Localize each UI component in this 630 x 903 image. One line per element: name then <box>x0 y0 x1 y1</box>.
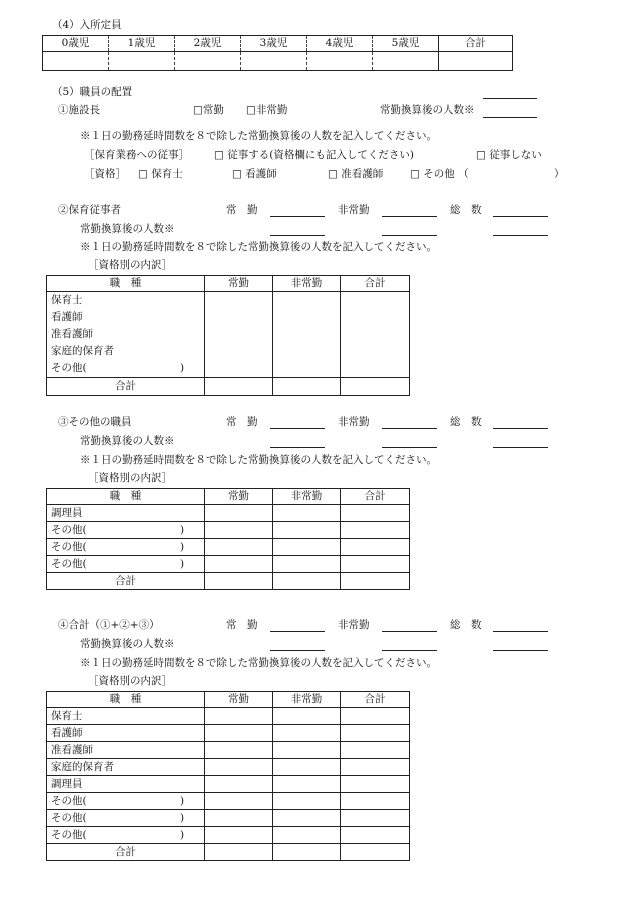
s4-cell[interactable] <box>341 810 410 827</box>
s3-total-cell[interactable] <box>273 573 341 590</box>
s3-col-full: 常勤 <box>205 489 273 505</box>
s4-other-close: ) <box>180 828 185 841</box>
s4-cell[interactable] <box>273 725 341 742</box>
s2-full-cell[interactable] <box>205 292 273 378</box>
other-staff-title: ③その他の職員 <box>58 416 132 428</box>
s4-conv-label: 常勤換算後の人数※ <box>80 638 175 650</box>
s2-note: ※１日の勤務延時間数を８で除した常勤換算後の人数を記入してください。 <box>80 241 437 253</box>
s3-total-cell[interactable] <box>205 573 273 590</box>
s3-total-row-label: 合計 <box>47 573 205 590</box>
s4-cell[interactable] <box>205 759 273 776</box>
s3-cell[interactable] <box>205 522 273 539</box>
cap-input-total[interactable] <box>439 52 513 71</box>
s4-cell[interactable] <box>341 827 410 844</box>
cap-header-5: 5歳児 <box>373 36 439 52</box>
s2-conv-part-field[interactable] <box>382 235 437 236</box>
s4-cell[interactable] <box>273 708 341 725</box>
s4-row-label: 保育士 <box>47 708 205 725</box>
facility-head-fulltime-checkbox[interactable]: □常勤 <box>193 104 224 116</box>
s2-part-field[interactable] <box>382 216 437 217</box>
s4-row-other[interactable] <box>47 793 205 810</box>
s2-total-part[interactable] <box>273 378 341 396</box>
s2-row-label: 准看護師 <box>47 326 205 343</box>
s4-part-field[interactable] <box>382 631 437 632</box>
s4-cell[interactable] <box>205 827 273 844</box>
cap-input-5[interactable] <box>373 52 439 71</box>
s4-cell[interactable] <box>273 810 341 827</box>
qual-nurse-checkbox[interactable]: □ 看護師 <box>232 168 277 180</box>
s3-col-part: 非常勤 <box>273 489 341 505</box>
qual-nursery-teacher-checkbox[interactable]: □ 保育士 <box>138 168 183 180</box>
facility-head-conv-field[interactable] <box>483 117 537 118</box>
facility-head-conv-label: 常勤換算後の人数※ <box>380 104 475 116</box>
s2-part-cell[interactable] <box>273 292 341 378</box>
s3-conv-total-field[interactable] <box>493 447 548 448</box>
s2-col-part: 非常勤 <box>273 276 341 292</box>
s4-cell[interactable] <box>341 776 410 793</box>
s2-conv-total-field[interactable] <box>493 235 548 236</box>
s2-col-type: 職 種 <box>47 276 205 292</box>
s4-row-other[interactable] <box>47 810 205 827</box>
s3-other-label: その他( <box>51 540 87 553</box>
s2-part-label: 非常勤 <box>338 204 370 216</box>
capacity-table <box>42 35 513 71</box>
qualification-label: ［資格］ <box>84 168 126 180</box>
s4-note: ※１日の勤務延時間数を８で除した常勤換算後の人数を記入してください。 <box>80 657 437 669</box>
s4-row-label: 看護師 <box>47 725 205 742</box>
s4-conv-total-field[interactable] <box>493 650 548 651</box>
cap-header-0: 0歳児 <box>43 36 109 52</box>
s2-breakdown-table <box>46 275 410 396</box>
s4-cell[interactable] <box>341 725 410 742</box>
s3-other-label: その他( <box>51 557 87 570</box>
cap-input-4[interactable] <box>307 52 373 71</box>
s2-row-label: 家庭的保育者 <box>47 343 205 360</box>
s3-row-other[interactable] <box>47 556 205 573</box>
facility-head-note: ※１日の勤務延時間数を８で除した常勤換算後の人数を記入してください。 <box>80 130 437 142</box>
s4-cell[interactable] <box>273 793 341 810</box>
s2-total-sum[interactable] <box>341 378 410 396</box>
section-capacity-title: （4）入所定員 <box>52 19 122 31</box>
s3-cell[interactable] <box>205 539 273 556</box>
cap-header-2: 2歳児 <box>175 36 241 52</box>
s2-sum-cell[interactable] <box>341 292 410 378</box>
cap-header-total: 合計 <box>439 36 513 52</box>
s4-cell[interactable] <box>205 810 273 827</box>
s3-full-label: 常 勤 <box>226 416 258 428</box>
s3-cell[interactable] <box>273 539 341 556</box>
duty-no-checkbox[interactable]: □ 従事しない <box>476 149 542 161</box>
s4-part-label: 非常勤 <box>338 619 370 631</box>
s4-breakdown-table <box>46 691 410 861</box>
cap-header-1: 1歳児 <box>109 36 175 52</box>
s4-cell[interactable] <box>341 742 410 759</box>
s4-cell[interactable] <box>273 827 341 844</box>
s3-cell[interactable] <box>273 505 341 522</box>
s3-note: ※１日の勤務延時間数を８で除した常勤換算後の人数を記入してください。 <box>80 454 437 466</box>
s3-row-other[interactable] <box>47 539 205 556</box>
s4-col-part: 非常勤 <box>273 692 341 708</box>
s3-part-field[interactable] <box>382 428 437 429</box>
s2-total-field[interactable] <box>493 216 548 217</box>
s4-cell[interactable] <box>273 759 341 776</box>
s3-total-label: 総 数 <box>450 416 482 428</box>
s4-total-label: 総 数 <box>450 619 482 631</box>
facility-head-label: ①施設長 <box>58 104 100 116</box>
s4-cell[interactable] <box>205 742 273 759</box>
s4-total-cell[interactable] <box>205 844 273 861</box>
s4-row-label: 家庭的保育者 <box>47 759 205 776</box>
s3-full-field[interactable] <box>270 428 325 429</box>
s3-other-label: その他( <box>51 523 87 536</box>
s4-total-cell[interactable] <box>341 844 410 861</box>
s3-other-close: ) <box>180 540 185 553</box>
s3-cell[interactable] <box>273 556 341 573</box>
cap-input-3[interactable] <box>241 52 307 71</box>
s3-conv-label: 常勤換算後の人数※ <box>80 435 175 447</box>
s3-total-cell[interactable] <box>341 573 410 590</box>
s3-cell[interactable] <box>341 505 410 522</box>
s2-row-label: 保育士 <box>47 292 205 310</box>
s4-breakdown-label: ［資格別の内訳］ <box>88 675 172 687</box>
s2-other-label: その他( <box>51 362 87 374</box>
s3-col-sum: 合計 <box>341 489 410 505</box>
s3-part-label: 非常勤 <box>338 416 370 428</box>
grand-total-title: ④合計（①+②+③） <box>58 619 160 631</box>
s4-cell[interactable] <box>341 708 410 725</box>
s4-other-label: その他( <box>51 794 87 807</box>
s4-other-label: その他( <box>51 811 87 824</box>
s3-cell[interactable] <box>205 556 273 573</box>
s3-cell[interactable] <box>273 522 341 539</box>
s3-col-type: 職 種 <box>47 489 205 505</box>
s4-cell[interactable] <box>205 776 273 793</box>
s2-full-field[interactable] <box>270 216 325 217</box>
duty-label: ［保育業務への従事］ <box>84 149 189 161</box>
cap-input-0[interactable] <box>43 52 109 71</box>
cap-input-2[interactable] <box>175 52 241 71</box>
cap-header-3: 3歳児 <box>241 36 307 52</box>
s4-conv-part-field[interactable] <box>382 650 437 651</box>
s2-total-full[interactable] <box>205 378 273 396</box>
s4-total-field[interactable] <box>493 631 548 632</box>
s4-cell[interactable] <box>205 708 273 725</box>
s3-breakdown-table <box>46 488 410 590</box>
s4-cell[interactable] <box>341 759 410 776</box>
s4-full-field[interactable] <box>270 631 325 632</box>
s2-full-label: 常 勤 <box>226 204 258 216</box>
childcare-staff-title: ②保育従事者 <box>58 204 121 216</box>
s4-row-other[interactable] <box>47 827 205 844</box>
s2-total-row-label: 合計 <box>47 378 205 396</box>
s4-cell[interactable] <box>273 776 341 793</box>
s4-total-cell[interactable] <box>273 844 341 861</box>
s4-other-close: ) <box>180 811 185 824</box>
s2-row-other[interactable] <box>47 360 205 378</box>
qual-other-checkbox[interactable]: □ その他 （ <box>410 168 469 180</box>
s4-conv-full-field[interactable] <box>270 650 325 651</box>
s2-row-label: 看護師 <box>47 309 205 326</box>
s4-cell[interactable] <box>341 793 410 810</box>
s2-conv-label: 常勤換算後の人数※ <box>80 223 175 235</box>
s4-full-label: 常 勤 <box>226 619 258 631</box>
s4-other-close: ) <box>180 794 185 807</box>
s2-col-sum: 合計 <box>341 276 410 292</box>
s4-cell[interactable] <box>205 793 273 810</box>
s3-total-field[interactable] <box>493 428 548 429</box>
qual-other-close: ） <box>554 168 565 180</box>
cap-header-4: 4歳児 <box>307 36 373 52</box>
s4-col-sum: 合計 <box>341 692 410 708</box>
s3-other-close: ) <box>180 557 185 570</box>
top-blank-line[interactable] <box>483 98 537 99</box>
s4-col-type: 職 種 <box>47 692 205 708</box>
s2-other-close: ) <box>180 362 185 374</box>
s2-total-label: 総 数 <box>450 204 482 216</box>
s3-cell[interactable] <box>341 539 410 556</box>
duty-yes-checkbox[interactable]: □ 従事する(資格欄にも記入してください) <box>214 149 414 161</box>
s3-cell[interactable] <box>341 556 410 573</box>
cap-input-1[interactable] <box>109 52 175 71</box>
qual-assistant-nurse-checkbox[interactable]: □ 准看護師 <box>328 168 384 180</box>
s3-row-other[interactable] <box>47 522 205 539</box>
s4-row-label: 調理員 <box>47 776 205 793</box>
s4-total-row-label: 合計 <box>47 844 205 861</box>
s4-cell[interactable] <box>273 742 341 759</box>
s3-cell[interactable] <box>205 505 273 522</box>
s2-conv-full-field[interactable] <box>270 235 325 236</box>
facility-head-parttime-checkbox[interactable]: □非常勤 <box>246 104 288 116</box>
s2-breakdown-label: ［資格別の内訳］ <box>88 259 172 271</box>
s3-breakdown-label: ［資格別の内訳］ <box>88 472 172 484</box>
s4-cell[interactable] <box>205 725 273 742</box>
s3-row-label: 調理員 <box>47 505 205 522</box>
s4-row-label: 准看護師 <box>47 742 205 759</box>
s3-conv-part-field[interactable] <box>382 447 437 448</box>
s2-col-full: 常勤 <box>205 276 273 292</box>
section-staff-title: （5）職員の配置 <box>52 86 133 98</box>
s4-col-full: 常勤 <box>205 692 273 708</box>
s3-cell[interactable] <box>341 522 410 539</box>
s4-other-label: その他( <box>51 828 87 841</box>
s3-conv-full-field[interactable] <box>270 447 325 448</box>
s3-other-close: ) <box>180 523 185 536</box>
